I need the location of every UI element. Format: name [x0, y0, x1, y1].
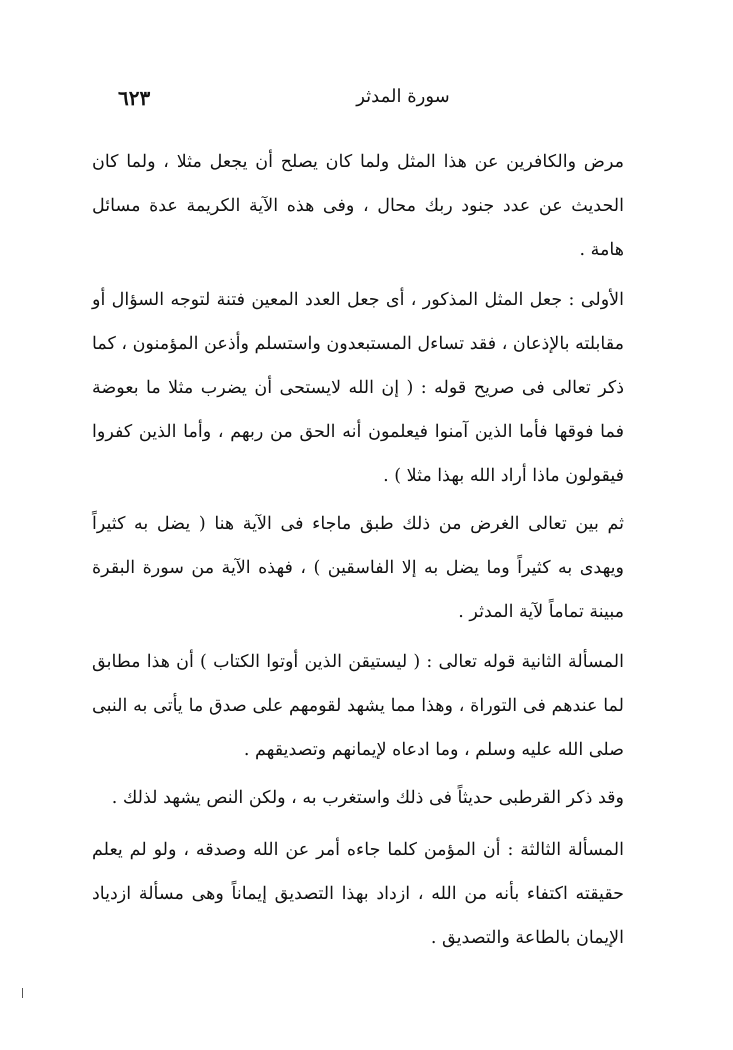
paragraph-third-issue: المسألة الثالثة : أن المؤمن كلما جاءه أمر عن الله وصدقه ، ولو لم يعلم حقيقته اكتفاء بأنه من الله ، ازداد بهذا التصديق إيماناً وهى مسألة ازدياد الإيمان بالطاعة والتصديق .	[92, 840, 624, 948]
page-number: ٦٢٣	[118, 86, 151, 110]
paragraph-first-issue: الأولى : جعل المثل المذكور ، أى جعل العدد المعين فتنة لتوجه السؤال أو مقابلته بالإذعان ، فقد تساءل المستبعدون واستسلم وأذعن المؤمنون ، كما ذكر تعالى فى صريح قوله : ( إن الله لايستحى أن يضرب مثلا ما بعوضة فما فوقها فأما الذين آمنوا فيعلمون أنه الحق من ربهم ، وأما الذين كفروا فيقولون ماذا أراد الله بهذا مثلا ) .	[92, 290, 624, 486]
paragraph-qurtubi-note: وقد ذكر القرطبى حديثاً فى ذلك واستغرب به ، ولكن النص يشهد لذلك .	[111, 788, 624, 808]
running-title: سورة المدثر	[356, 86, 450, 107]
body-text	[92, 140, 624, 960]
paragraph-intro: مرض والكافرين عن هذا المثل ولما كان يصلح أن يجعل مثلا ، ولما كان الحديث عن عدد جنود ربك محال ، وفى هذه الآية الكريمة عدة مسائل هامة .	[92, 152, 624, 260]
paragraph-second-issue: المسألة الثانية قوله تعالى : ( ليستيقن الذين أوتوا الكتاب ) أن هذا مطابق لما عندهم فى التوراة ، وهذا مما يشهد لقومهم على صدق ما يأتى به النبى صلى الله عليه وسلم ، وما ادعاه لإيمانهم وتصديقهم .	[92, 652, 624, 760]
page-header	[118, 86, 623, 116]
margin-mark	[22, 988, 23, 998]
paragraph-explanation: ثم بين تعالى الغرض من ذلك طبق ماجاء فى الآية هنا ( يضل به كثيراً ويهدى به كثيراً وما يضل به إلا الفاسقين ) ، فهذه الآية من سورة البقرة مبينة تماماً لآية المدثر .	[92, 514, 624, 622]
